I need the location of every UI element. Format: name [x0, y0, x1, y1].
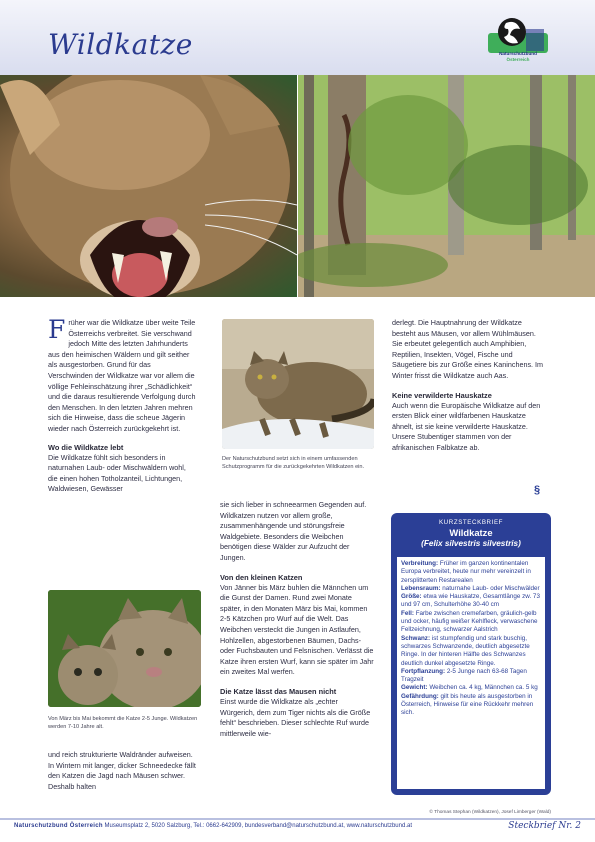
- kitten-and-mother-photo: [48, 590, 201, 707]
- col2-text3: Einst wurde die Wildkatze als „echter Würgerich, dem zum Tiger nichts als die Größe fehlt“ beschrieben. Dieser schlechte Ruf wurde mittlerweile wie-: [220, 696, 371, 738]
- col3-text1: derlegt. Die Hauptnahrung der Wildkatze besteht aus Mäusen, vor allem Wühlmäusen. Sie erbeutet gelegentlich auch Amphibien, Reptilien, Insekten, Vögel, Fische und Säugetiere bis zur Größe eines Kaninchens. Im Winter frisst die Wildkatze auch Aas.: [392, 318, 544, 380]
- issue-number: Steckbrief Nr. 2: [508, 821, 581, 831]
- heading-mausen: Die Katze lässt das Mausen nicht: [220, 686, 337, 696]
- info-row: Gefährdung: gilt bis heute als ausgestorben in Österreich, Hinweise für eine Rückkehr mehren sich.: [401, 692, 534, 717]
- caption-kittens: Von März bis Mai bekommt die Katze 2-5 Junge. Wildkatzen werden 7-10 Jahre alt.: [48, 716, 198, 730]
- col3-text2: Auch wenn die Europäische Wildkatze auf den ersten Blick einer wildfarbenen Hauskatze ähnelt, ist sie keine verwilderte Hauskatze. Unsere Stubentiger stammen von der afrikanischen Falbkatze ab.: [392, 400, 541, 452]
- intro-text: rüher war die Wildkatze über weite Teile Österreichs verbreitet. Sie verschwand jedoch Mitte des letzten Jahrhunderts aus den heimischen Wäldern und gilt seither als ausgestorben. Grund für das Verschwinden der Wildkatze war vor allem die völlige Fehleinschätzung ihrer „Schädlichkeit“ und die daraus resultierende Verfolgung durch den Menschen. In den letzten Jahren mehren sich die Hinweise, dass die scheue Jägerin wieder nach Österreich zurückgekehrt ist.: [48, 318, 196, 433]
- footer-address: Museumsplatz 2, 5020 Salzburg, Tel.: 0662-642909, bundesverband@naturschutzbund.at, www.naturschutzbund.at: [104, 823, 412, 829]
- footer-rule: [0, 818, 595, 820]
- column-3: [392, 318, 546, 454]
- text-lebt: Die Wildkatze fühlt sich besonders in naturnahen Laub- oder Mischwäldern wohl, die einen hohen Totholzanteil, Lichtungen, Waldwiesen, Gewässer: [48, 452, 186, 494]
- info-row: Schwanz: ist stumpfendig und stark buschig, schwarzes Schwanzende, deutlich abgesetzte Ringe. In der hinteren Hälfte des Schwanzes deutlich dunkel abgesetzte Ringe.: [401, 634, 530, 667]
- info-row: Lebensraum: naturnahe Laub- oder Mischwälder: [401, 584, 540, 592]
- photo-copyright: © Thomas Stephan (Wildkatzen), Josef Limberger (Wald): [429, 810, 551, 815]
- intro-column: [48, 315, 196, 495]
- wildcat-yawning-photo: [0, 75, 297, 297]
- column-2: [220, 500, 374, 739]
- logo-text: Naturschutzbund Österreich: [499, 51, 537, 62]
- info-box: [391, 513, 551, 795]
- info-box-body: [397, 557, 545, 789]
- heading-kleinen-katzen: Von den kleinen Katzen: [220, 572, 303, 582]
- info-row: Gewicht: Weibchen ca. 4 kg, Männchen ca. 5 kg: [401, 684, 538, 692]
- col2-text2: Von Jänner bis März buhlen die Männchen um die Gunst der Damen. Rund zwei Monate später, in den Monaten März bis Mai, kommen 2-5 Kätzchen pro Wurf auf die Welt. Das Weibchen versteckt die Jungen in Astlaufen, Hohlzellen, abgestorbenen Bäumen, Dachs- oder Fuchsbauten und Felsnischen. Verlässt die Katze ihren ersten Wurf, kann sie später im Jahr ein zweites Mal werfen.: [220, 582, 374, 677]
- footer-text: [14, 823, 412, 829]
- caption-wildcat-snow: Der Naturschutzbund setzt sich in einem umfassenden Schutzprogramm für die zurückgekehrten Wildkatzen ein.: [222, 456, 365, 470]
- end-mark-icon: §: [534, 484, 541, 496]
- heading-hauskatze: Keine verwilderte Hauskatze: [392, 390, 492, 400]
- dropcap: F: [48, 315, 66, 344]
- forest-photo: [298, 75, 595, 297]
- footer-brand: Naturschutzbund Österreich: [14, 823, 103, 829]
- info-row: Fell: Farbe zwischen cremefarben, gräulich-gelb und ocker, häufig weißer Kehlfleck, verwaschene Fellzeichnung, schwarzer Aalstrich: [401, 609, 538, 634]
- info-row: Verbreitung: Früher im ganzen kontinentalen Europa verbreitet, heute nur mehr vereinzelt in zersplitterten Restarealen: [401, 560, 531, 584]
- page-title: Wildkatze: [48, 28, 193, 61]
- wildcat-in-snow-photo: [222, 319, 374, 449]
- info-row: Fortpflanzung: 2-5 Junge nach 63-68 Tagen Tragzeit: [401, 667, 527, 684]
- info-box-label: KURZSTECKBRIEF: [438, 519, 504, 526]
- heading-lebt: Wo die Wildkatze lebt: [48, 442, 124, 452]
- info-box-latin: (Felix silvestris silvestris): [421, 539, 521, 548]
- col2-text1: sie sich lieber in schneearmen Gegenden auf. Wildkatzen nutzen vor allem große, zusammenhängende und störungsfreie Waldgebiete. Besonders die Weibchen benötigen diese Wälder zur Aufzucht der Jungen.: [220, 500, 367, 562]
- info-row: Größe: etwa wie Hauskatze, Gesamtlänge zw. 73 und 97 cm, Schulterhöhe 30-40 cm: [401, 593, 540, 609]
- col1-bottom-text: und reich strukturierte Waldränder aufweisen. In Wintern mit langer, dicker Schneedecke fällt den Katzen die Jagd nach Mäusen schwer. Deshalb halten: [48, 750, 196, 791]
- info-box-title: Wildkatze: [449, 527, 493, 538]
